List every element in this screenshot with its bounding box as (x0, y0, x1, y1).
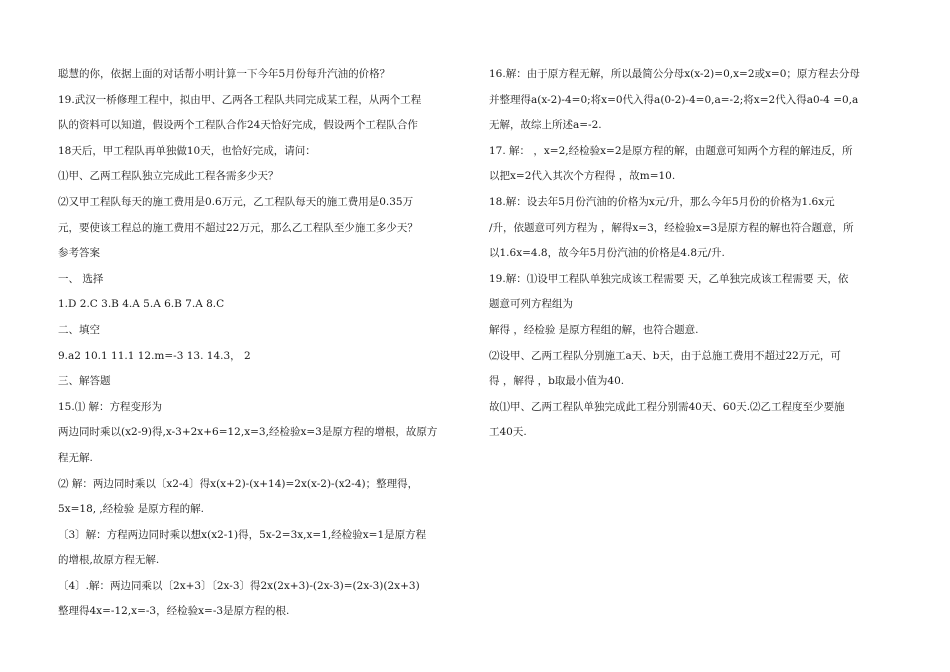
text-line: 程无解. (58, 451, 93, 464)
text-line: 二、填空 (58, 323, 100, 336)
text-line: 以1.6x=4.8，故今年5月份汽油的价格是4.8元/升. (489, 247, 725, 260)
text-line: 得 ，解得 ，b取最小值为40. (489, 375, 625, 388)
text-line: 参考答案 (58, 247, 100, 260)
text-line: 工40天. (489, 426, 527, 439)
text-line: /升，依题意可列方程为 ，解得x=3，经检验x=3是原方程的解也符合题意，所 (489, 221, 854, 234)
text-line: 两边同时乘以(x2-9)得,x-3+2x+6=12,x=3,经检验x=3是原方程的增根，故原方 (58, 426, 438, 439)
text-line: 聪慧的你，依据上面的对话帮小明计算一下今年5月份每升汽油的价格？ (58, 68, 391, 80)
text-line: 17. 解： ，x=2,经检验x=2是原方程的解，由题意可知两个方程的解违反，所 (489, 144, 853, 157)
text-line: 并整理得a(x-2)-4=0;将x=0代入得a(0-2)-4=0,a=-2;将x=2代入得a0-4 =0,a (489, 93, 859, 106)
text-line: 19.武汉一桥修理工程中，拟由甲、乙两各工程队共同完成某工程，从两个工程 (58, 93, 422, 106)
text-line: ⑵ 解：两边同时乘以〔x2-4〕得x(x+2)-(x+14)=2x(x-2)-(x2-4)；整理得， (58, 477, 419, 490)
text-line: 19.解：⑴设甲工程队单独完成该工程需要 天，乙单独完成该工程需要 天，依 (489, 272, 849, 285)
text-line: 15.⑴ 解：方程变形为 (58, 400, 163, 413)
text-line: 〔3〕解：方程两边同时乘以想x(x2-1)得，5x-2=3x,x=1,经检验x=1是原方程 (58, 528, 427, 541)
text-line: ⑴甲、乙两工程队独立完成此工程各需多少天？ (58, 170, 279, 183)
text-line: 〔4〕.解：两边同乘以〔2x+3〕〔2x-3〕得2x(2x+3)-(2x-3)=(2x-3)(2x+3) (58, 579, 420, 592)
text-line: 无解，故综上所述a=-2. (489, 119, 602, 132)
text-line: 故⑴甲、乙两工程队单独完成此工程分别需40天、60天.⑵乙工程度至少要施 (489, 400, 845, 413)
text-line: 5x=18, ,经检验 是原方程的解. (58, 503, 204, 516)
text-line: 队的资料可以知道，假设两个工程队合作24天恰好完成，假设两个工程队合作 (58, 119, 418, 132)
text-line: ⑵设甲、乙两工程队分别施工a天、b天，由于总施工费用不超过22万元，可 (489, 349, 841, 362)
text-line: 以把x=2代入其次个方程得 ，故m=10. (489, 170, 676, 183)
text-line: 元，要使该工程总的施工费用不超过22万元，那么乙工程队至少施工多少天？ (58, 221, 418, 234)
text-line: 解得 ，经检验 是原方程组的解，也符合题意. (489, 323, 699, 336)
text-line: 18.解：设去年5月份汽油的价格为x元/升，那么今年5月份的价格为1.6x元 (489, 195, 835, 208)
text-line: 的增根,故原方程无解. (58, 554, 160, 567)
text-line: 整理得4x=-12,x=-3，经检验x=-3是原方程的根. (58, 605, 290, 618)
text-line: 题意可列方程组为 (489, 298, 573, 311)
text-line: 1.D 2.C 3.B 4.A 5.A 6.B 7.A 8.C (58, 298, 225, 311)
text-line: 三、解答题 (58, 375, 111, 388)
text-line: 9.a2 10.1 11.1 12.m=-3 13. 14.3， 2 (58, 349, 251, 362)
text-line: 18天后，甲工程队再单独做10天，也恰好完成，请问： (58, 144, 316, 157)
left-column (58, 62, 478, 625)
text-line: 一、 选择 (58, 272, 104, 285)
text-line: 16.解：由于原方程无解，所以最简公分母x(x-2)=0,x=2或x=0；原方程去分母 (489, 68, 860, 80)
right-column (489, 62, 889, 446)
text-line: ⑵又甲工程队每天的施工费用是0.6万元，乙工程队每天的施工费用是0.35万 (58, 195, 414, 208)
